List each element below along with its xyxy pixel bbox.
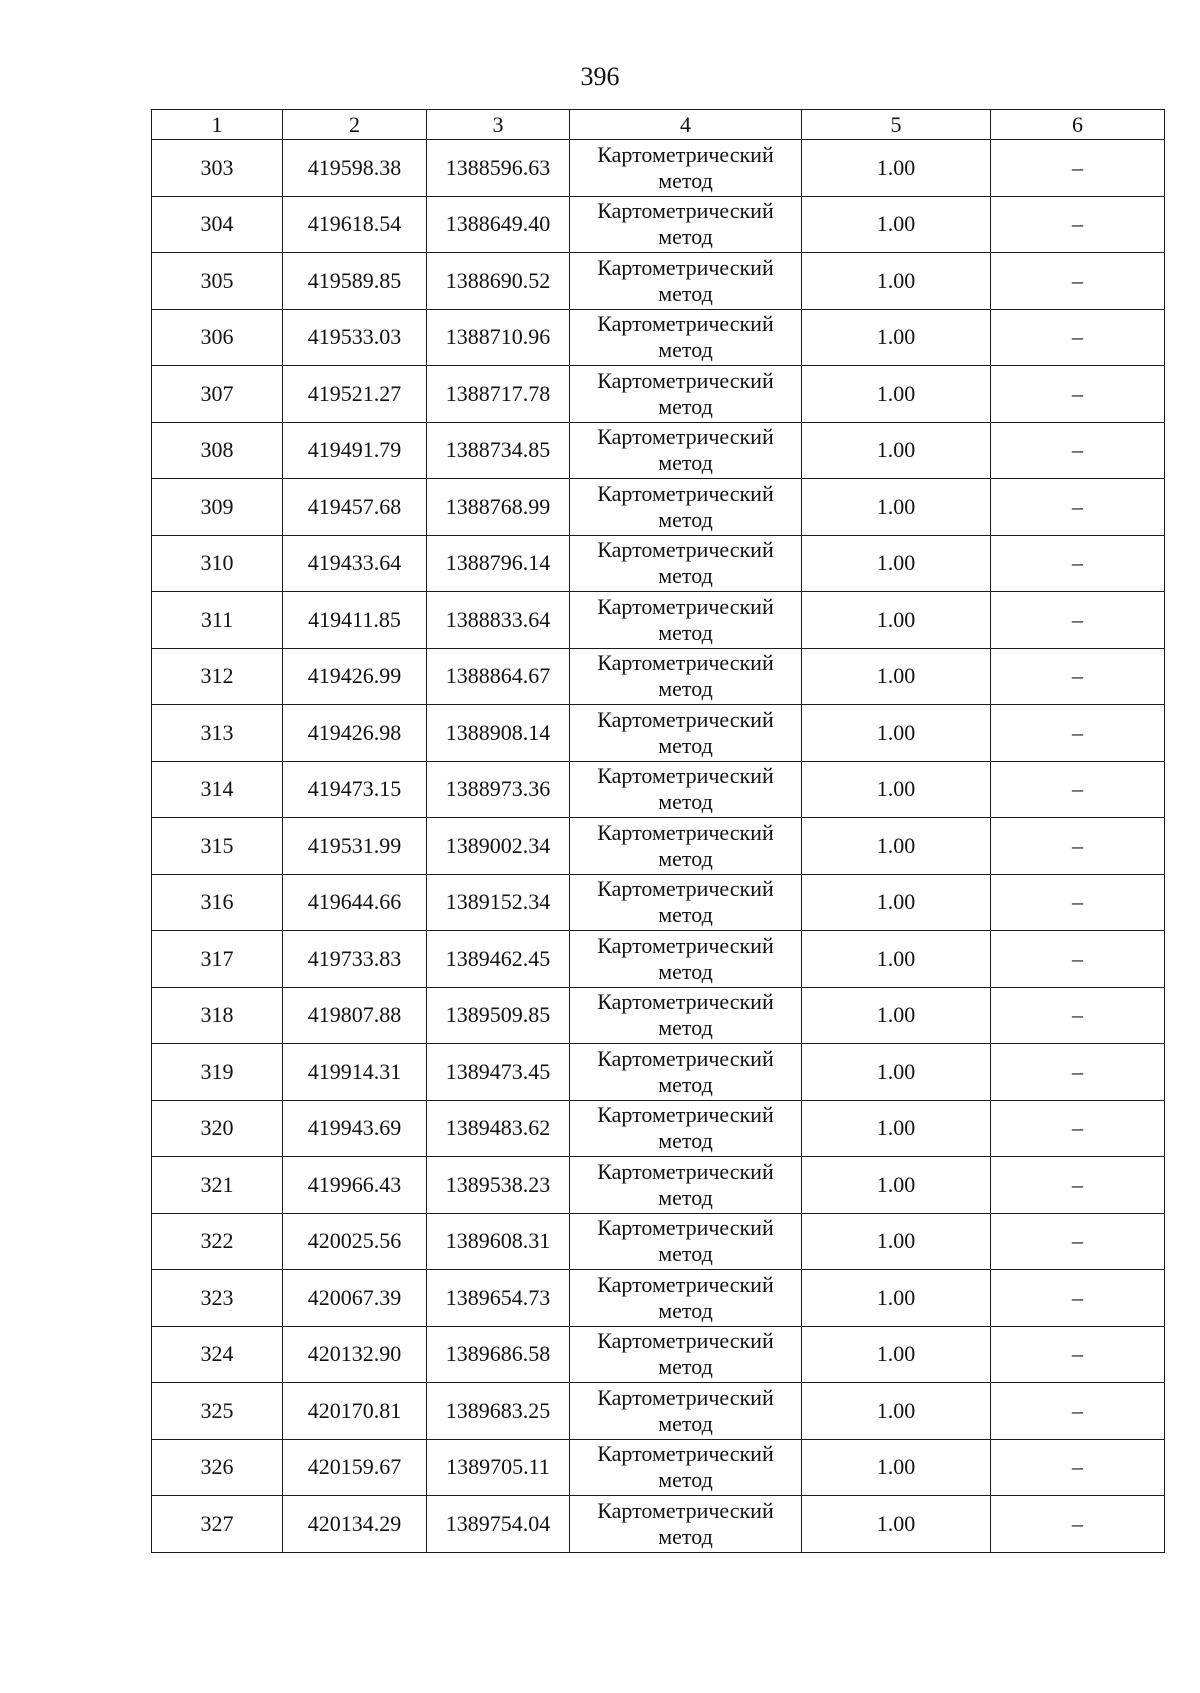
point-number-cell: 316 xyxy=(152,874,283,931)
method-line-2: метод xyxy=(658,506,713,532)
x-coordinate-cell: 420025.56 xyxy=(283,1213,427,1270)
table-row xyxy=(152,253,1165,310)
note-cell: – xyxy=(991,366,1165,423)
y-coordinate-cell: 1389509.85 xyxy=(427,987,570,1044)
x-coordinate-cell: 419426.98 xyxy=(283,705,427,762)
x-coordinate-cell: 419618.54 xyxy=(283,196,427,253)
table-row xyxy=(152,366,1165,423)
note-cell: – xyxy=(991,761,1165,818)
method-line-1: Картометрический xyxy=(597,424,774,450)
method-cell xyxy=(570,422,802,479)
note-cell: – xyxy=(991,1044,1165,1101)
accuracy-cell: 1.00 xyxy=(802,987,991,1044)
method-line-2: метод xyxy=(658,1354,713,1380)
note-cell: – xyxy=(991,422,1165,479)
accuracy-cell: 1.00 xyxy=(802,1326,991,1383)
x-coordinate-cell: 419589.85 xyxy=(283,253,427,310)
x-coordinate-cell: 419733.83 xyxy=(283,931,427,988)
point-number-cell: 309 xyxy=(152,479,283,536)
x-coordinate-cell: 419807.88 xyxy=(283,987,427,1044)
accuracy-cell: 1.00 xyxy=(802,1439,991,1496)
x-coordinate-cell: 419914.31 xyxy=(283,1044,427,1101)
table-row xyxy=(152,479,1165,536)
accuracy-cell: 1.00 xyxy=(802,1496,991,1553)
point-number-cell: 303 xyxy=(152,140,283,197)
table-row xyxy=(152,309,1165,366)
accuracy-cell: 1.00 xyxy=(802,140,991,197)
y-coordinate-cell: 1388717.78 xyxy=(427,366,570,423)
method-line-1: Картометрический xyxy=(597,367,774,393)
table-row xyxy=(152,1383,1165,1440)
header-col-1: 1 xyxy=(152,110,283,140)
method-cell xyxy=(570,874,802,931)
y-coordinate-cell: 1388710.96 xyxy=(427,309,570,366)
method-line-1: Картометрический xyxy=(597,876,774,902)
note-cell: – xyxy=(991,1439,1165,1496)
note-cell: – xyxy=(991,931,1165,988)
method-line-2: метод xyxy=(658,1523,713,1549)
method-cell xyxy=(570,705,802,762)
note-cell: – xyxy=(991,1213,1165,1270)
x-coordinate-cell: 420170.81 xyxy=(283,1383,427,1440)
point-number-cell: 319 xyxy=(152,1044,283,1101)
method-line-1: Картометрический xyxy=(597,763,774,789)
x-coordinate-cell: 419473.15 xyxy=(283,761,427,818)
header-col-2: 2 xyxy=(283,110,427,140)
header-col-5: 5 xyxy=(802,110,991,140)
header-col-6: 6 xyxy=(991,110,1165,140)
note-cell: – xyxy=(991,1157,1165,1214)
table-row xyxy=(152,1439,1165,1496)
method-line-2: метод xyxy=(658,1297,713,1323)
method-line-1: Картометрический xyxy=(597,254,774,280)
point-number-cell: 305 xyxy=(152,253,283,310)
method-line-2: метод xyxy=(658,1071,713,1097)
method-cell xyxy=(570,1100,802,1157)
method-line-1: Картометрический xyxy=(597,989,774,1015)
accuracy-cell: 1.00 xyxy=(802,705,991,762)
x-coordinate-cell: 419598.38 xyxy=(283,140,427,197)
table-header-row xyxy=(152,110,1165,140)
x-coordinate-cell: 419411.85 xyxy=(283,592,427,649)
y-coordinate-cell: 1389608.31 xyxy=(427,1213,570,1270)
method-line-1: Картометрический xyxy=(597,1158,774,1184)
method-line-1: Картометрический xyxy=(597,1497,774,1523)
accuracy-cell: 1.00 xyxy=(802,874,991,931)
method-line-2: метод xyxy=(658,732,713,758)
accuracy-cell: 1.00 xyxy=(802,422,991,479)
method-cell xyxy=(570,1270,802,1327)
method-line-1: Картометрический xyxy=(597,1384,774,1410)
table-row xyxy=(152,1213,1165,1270)
note-cell: – xyxy=(991,1100,1165,1157)
method-line-1: Картометрический xyxy=(597,1102,774,1128)
accuracy-cell: 1.00 xyxy=(802,479,991,536)
accuracy-cell: 1.00 xyxy=(802,366,991,423)
note-cell: – xyxy=(991,1270,1165,1327)
y-coordinate-cell: 1388768.99 xyxy=(427,479,570,536)
method-cell xyxy=(570,1044,802,1101)
page-number: 396 xyxy=(580,62,620,91)
note-cell: – xyxy=(991,1383,1165,1440)
point-number-cell: 326 xyxy=(152,1439,283,1496)
method-cell xyxy=(570,1496,802,1553)
method-line-2: метод xyxy=(658,1410,713,1436)
method-line-2: метод xyxy=(658,393,713,419)
y-coordinate-cell: 1388690.52 xyxy=(427,253,570,310)
point-number-cell: 308 xyxy=(152,422,283,479)
y-coordinate-cell: 1389683.25 xyxy=(427,1383,570,1440)
header-col-4: 4 xyxy=(570,110,802,140)
method-line-1: Картометрический xyxy=(597,1045,774,1071)
table-row xyxy=(152,535,1165,592)
table-row xyxy=(152,818,1165,875)
accuracy-cell: 1.00 xyxy=(802,253,991,310)
table-row xyxy=(152,422,1165,479)
x-coordinate-cell: 419943.69 xyxy=(283,1100,427,1157)
x-coordinate-cell: 420132.90 xyxy=(283,1326,427,1383)
point-number-cell: 324 xyxy=(152,1326,283,1383)
note-cell: – xyxy=(991,1496,1165,1553)
accuracy-cell: 1.00 xyxy=(802,648,991,705)
note-cell: – xyxy=(991,309,1165,366)
point-number-cell: 325 xyxy=(152,1383,283,1440)
method-line-1: Картометрический xyxy=(597,141,774,167)
point-number-cell: 307 xyxy=(152,366,283,423)
method-line-2: метод xyxy=(658,789,713,815)
method-cell xyxy=(570,253,802,310)
accuracy-cell: 1.00 xyxy=(802,1157,991,1214)
y-coordinate-cell: 1389538.23 xyxy=(427,1157,570,1214)
y-coordinate-cell: 1389462.45 xyxy=(427,931,570,988)
method-line-2: метод xyxy=(658,1467,713,1493)
method-cell xyxy=(570,140,802,197)
note-cell: – xyxy=(991,1326,1165,1383)
table-row xyxy=(152,1496,1165,1553)
method-line-1: Картометрический xyxy=(597,650,774,676)
method-cell xyxy=(570,592,802,649)
method-line-2: метод xyxy=(658,845,713,871)
y-coordinate-cell: 1389686.58 xyxy=(427,1326,570,1383)
method-line-2: метод xyxy=(658,676,713,702)
x-coordinate-cell: 419491.79 xyxy=(283,422,427,479)
x-coordinate-cell: 420159.67 xyxy=(283,1439,427,1496)
table-row xyxy=(152,705,1165,762)
method-line-2: метод xyxy=(658,619,713,645)
y-coordinate-cell: 1389002.34 xyxy=(427,818,570,875)
method-cell xyxy=(570,479,802,536)
method-line-1: Картометрический xyxy=(597,819,774,845)
method-cell xyxy=(570,761,802,818)
y-coordinate-cell: 1388596.63 xyxy=(427,140,570,197)
note-cell: – xyxy=(991,253,1165,310)
method-line-2: метод xyxy=(658,280,713,306)
method-cell xyxy=(570,535,802,592)
point-number-cell: 314 xyxy=(152,761,283,818)
method-line-1: Картометрический xyxy=(597,1328,774,1354)
method-line-1: Картометрический xyxy=(597,537,774,563)
y-coordinate-cell: 1388796.14 xyxy=(427,535,570,592)
x-coordinate-cell: 419426.99 xyxy=(283,648,427,705)
table-row xyxy=(152,987,1165,1044)
point-number-cell: 322 xyxy=(152,1213,283,1270)
accuracy-cell: 1.00 xyxy=(802,1270,991,1327)
y-coordinate-cell: 1388649.40 xyxy=(427,196,570,253)
method-cell xyxy=(570,309,802,366)
method-line-2: метод xyxy=(658,337,713,363)
method-cell xyxy=(570,366,802,423)
method-cell xyxy=(570,1326,802,1383)
note-cell: – xyxy=(991,535,1165,592)
accuracy-cell: 1.00 xyxy=(802,1100,991,1157)
note-cell: – xyxy=(991,987,1165,1044)
note-cell: – xyxy=(991,479,1165,536)
accuracy-cell: 1.00 xyxy=(802,761,991,818)
method-cell xyxy=(570,648,802,705)
method-line-1: Картометрический xyxy=(597,198,774,224)
accuracy-cell: 1.00 xyxy=(802,1213,991,1270)
note-cell: – xyxy=(991,592,1165,649)
method-cell xyxy=(570,818,802,875)
note-cell: – xyxy=(991,648,1165,705)
method-line-2: метод xyxy=(658,1128,713,1154)
accuracy-cell: 1.00 xyxy=(802,592,991,649)
table-row xyxy=(152,1157,1165,1214)
table-row xyxy=(152,931,1165,988)
method-line-2: метод xyxy=(658,224,713,250)
method-line-1: Картометрический xyxy=(597,932,774,958)
table-row xyxy=(152,140,1165,197)
point-number-cell: 327 xyxy=(152,1496,283,1553)
note-cell: – xyxy=(991,874,1165,931)
y-coordinate-cell: 1389483.62 xyxy=(427,1100,570,1157)
table-body xyxy=(152,140,1165,1553)
method-cell xyxy=(570,1157,802,1214)
y-coordinate-cell: 1388734.85 xyxy=(427,422,570,479)
y-coordinate-cell: 1389654.73 xyxy=(427,1270,570,1327)
table-row xyxy=(152,592,1165,649)
table-row xyxy=(152,196,1165,253)
y-coordinate-cell: 1388973.36 xyxy=(427,761,570,818)
point-number-cell: 304 xyxy=(152,196,283,253)
point-number-cell: 315 xyxy=(152,818,283,875)
x-coordinate-cell: 419966.43 xyxy=(283,1157,427,1214)
table-row xyxy=(152,1270,1165,1327)
note-cell: – xyxy=(991,140,1165,197)
point-number-cell: 306 xyxy=(152,309,283,366)
method-cell xyxy=(570,1383,802,1440)
note-cell: – xyxy=(991,818,1165,875)
method-cell xyxy=(570,1213,802,1270)
x-coordinate-cell: 419433.64 xyxy=(283,535,427,592)
x-coordinate-cell: 419531.99 xyxy=(283,818,427,875)
y-coordinate-cell: 1389754.04 xyxy=(427,1496,570,1553)
accuracy-cell: 1.00 xyxy=(802,535,991,592)
method-cell xyxy=(570,931,802,988)
method-line-1: Картометрический xyxy=(597,593,774,619)
method-line-1: Картометрический xyxy=(597,311,774,337)
x-coordinate-cell: 419457.68 xyxy=(283,479,427,536)
x-coordinate-cell: 420067.39 xyxy=(283,1270,427,1327)
accuracy-cell: 1.00 xyxy=(802,309,991,366)
accuracy-cell: 1.00 xyxy=(802,196,991,253)
y-coordinate-cell: 1389473.45 xyxy=(427,1044,570,1101)
method-line-1: Картометрический xyxy=(597,480,774,506)
method-line-2: метод xyxy=(658,1184,713,1210)
method-line-1: Картометрический xyxy=(597,1271,774,1297)
note-cell: – xyxy=(991,196,1165,253)
point-number-cell: 321 xyxy=(152,1157,283,1214)
x-coordinate-cell: 420134.29 xyxy=(283,1496,427,1553)
accuracy-cell: 1.00 xyxy=(802,1383,991,1440)
y-coordinate-cell: 1389152.34 xyxy=(427,874,570,931)
method-line-2: метод xyxy=(658,1241,713,1267)
y-coordinate-cell: 1388908.14 xyxy=(427,705,570,762)
method-line-2: метод xyxy=(658,958,713,984)
method-line-2: метод xyxy=(658,450,713,476)
point-number-cell: 312 xyxy=(152,648,283,705)
method-cell xyxy=(570,1439,802,1496)
point-number-cell: 311 xyxy=(152,592,283,649)
accuracy-cell: 1.00 xyxy=(802,1044,991,1101)
x-coordinate-cell: 419644.66 xyxy=(283,874,427,931)
table-row xyxy=(152,761,1165,818)
y-coordinate-cell: 1388833.64 xyxy=(427,592,570,649)
point-number-cell: 317 xyxy=(152,931,283,988)
accuracy-cell: 1.00 xyxy=(802,931,991,988)
coordinates-table xyxy=(151,109,1165,1553)
note-cell: – xyxy=(991,705,1165,762)
table-row xyxy=(152,648,1165,705)
method-line-1: Картометрический xyxy=(597,706,774,732)
y-coordinate-cell: 1388864.67 xyxy=(427,648,570,705)
method-line-2: метод xyxy=(658,902,713,928)
point-number-cell: 323 xyxy=(152,1270,283,1327)
accuracy-cell: 1.00 xyxy=(802,818,991,875)
table-row xyxy=(152,874,1165,931)
method-line-2: метод xyxy=(658,563,713,589)
point-number-cell: 310 xyxy=(152,535,283,592)
y-coordinate-cell: 1389705.11 xyxy=(427,1439,570,1496)
method-line-1: Картометрический xyxy=(597,1441,774,1467)
header-col-3: 3 xyxy=(427,110,570,140)
method-line-1: Картометрический xyxy=(597,1215,774,1241)
table-row xyxy=(152,1326,1165,1383)
point-number-cell: 318 xyxy=(152,987,283,1044)
table-row xyxy=(152,1100,1165,1157)
method-line-2: метод xyxy=(658,1015,713,1041)
point-number-cell: 313 xyxy=(152,705,283,762)
method-cell xyxy=(570,196,802,253)
method-cell xyxy=(570,987,802,1044)
x-coordinate-cell: 419533.03 xyxy=(283,309,427,366)
method-line-2: метод xyxy=(658,167,713,193)
point-number-cell: 320 xyxy=(152,1100,283,1157)
table-row xyxy=(152,1044,1165,1101)
x-coordinate-cell: 419521.27 xyxy=(283,366,427,423)
